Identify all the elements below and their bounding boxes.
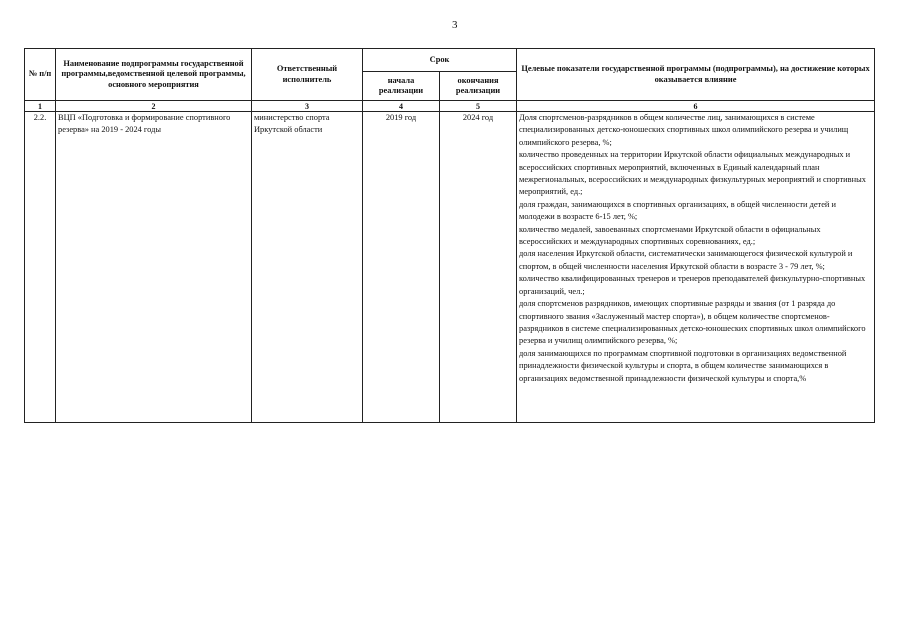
header-name: Наименование подпрограммы государственной программы,ведомственной целевой программы, основного мероприятия — [56, 49, 252, 101]
row-start: 2019 год — [363, 112, 440, 423]
column-number: 6 — [517, 101, 875, 112]
table-row — [25, 112, 875, 423]
header-executor: Ответственный исполнитель — [252, 49, 363, 101]
indicator-item: доля спортсменов разрядников, имеющих спортивные разряды и звания (от 1 разряда до спортивного звания «Заслуженный мастер спорта»), в общем количестве спортсменов-разрядников в системе специализированных детско-юношеских спортивных школ олимпийского резерва и училищ олимпийского резерва, %; — [519, 299, 866, 346]
indicator-item: доля населения Иркутской области, систематически занимающегося физической культурой и спортом, в общей численности населения Иркутской области в возрасте 3 - 79 лет, %; — [519, 249, 853, 271]
row-number: 2.2. — [25, 112, 56, 423]
indicator-item: количество проведенных на территории Иркутской области официальных международных и всероссийских спортивных мероприятий, включенных в Единый календарный план межрегиональных, всероссийских и международных физкультурных мероприятий и спортивных мероприятий, ед.; — [519, 150, 866, 197]
row-indicators — [517, 112, 875, 423]
column-number: 1 — [25, 101, 56, 112]
column-numbers-row — [25, 101, 875, 112]
row-program-name: ВЦП «Подготовка и формирование спортивного резерва» на 2019 - 2024 годы — [56, 112, 252, 423]
indicator-item: количество медалей, завоеванных спортсменами Иркутской области в официальных всероссийских и международных спортивных соревнованиях, ед.; — [519, 224, 821, 247]
column-number: 2 — [56, 101, 252, 112]
column-number: 5 — [440, 101, 517, 112]
column-number: 4 — [363, 101, 440, 112]
indicator-item: Доля спортсменов-разрядников в общем количестве лиц, занимающихся в системе специализированных детско-юношеских спортивных школ олимпийского резерва и училищ олимпийского резерва, %; — [519, 113, 849, 147]
header-end: окончания реализации — [440, 72, 517, 101]
column-number: 3 — [252, 101, 363, 112]
page-number: 3 — [452, 19, 458, 31]
indicator-item: количество квалифицированных тренеров и тренеров преподавателей физкультурно-спортивных организаций, чел.; — [519, 274, 866, 296]
header-targets: Целевые показатели государственной программы (подпрограммы), на достижение которых оказывается влияние — [517, 49, 875, 101]
row-end: 2024 год — [440, 112, 517, 423]
header-row — [25, 49, 875, 72]
indicator-item: доля занимающихся по программам спортивной подготовки в организациях ведомственной принадлежности физической культуры и спорта, в общем количестве занимающихся в организациях ведомственной принадлежности физической культуры и спорта,% — [519, 348, 847, 383]
row-executor: министерство спорта Иркутской области — [252, 112, 363, 423]
header-num: № п/п — [25, 49, 56, 101]
header-term: Срок — [363, 49, 517, 72]
program-table — [24, 48, 875, 423]
header-start: начала реализации — [363, 72, 440, 101]
indicator-item: доля граждан, занимающихся в спортивных организациях, в общей численности детей и молодежи в возрасте 6-15 лет, %; — [519, 199, 836, 222]
